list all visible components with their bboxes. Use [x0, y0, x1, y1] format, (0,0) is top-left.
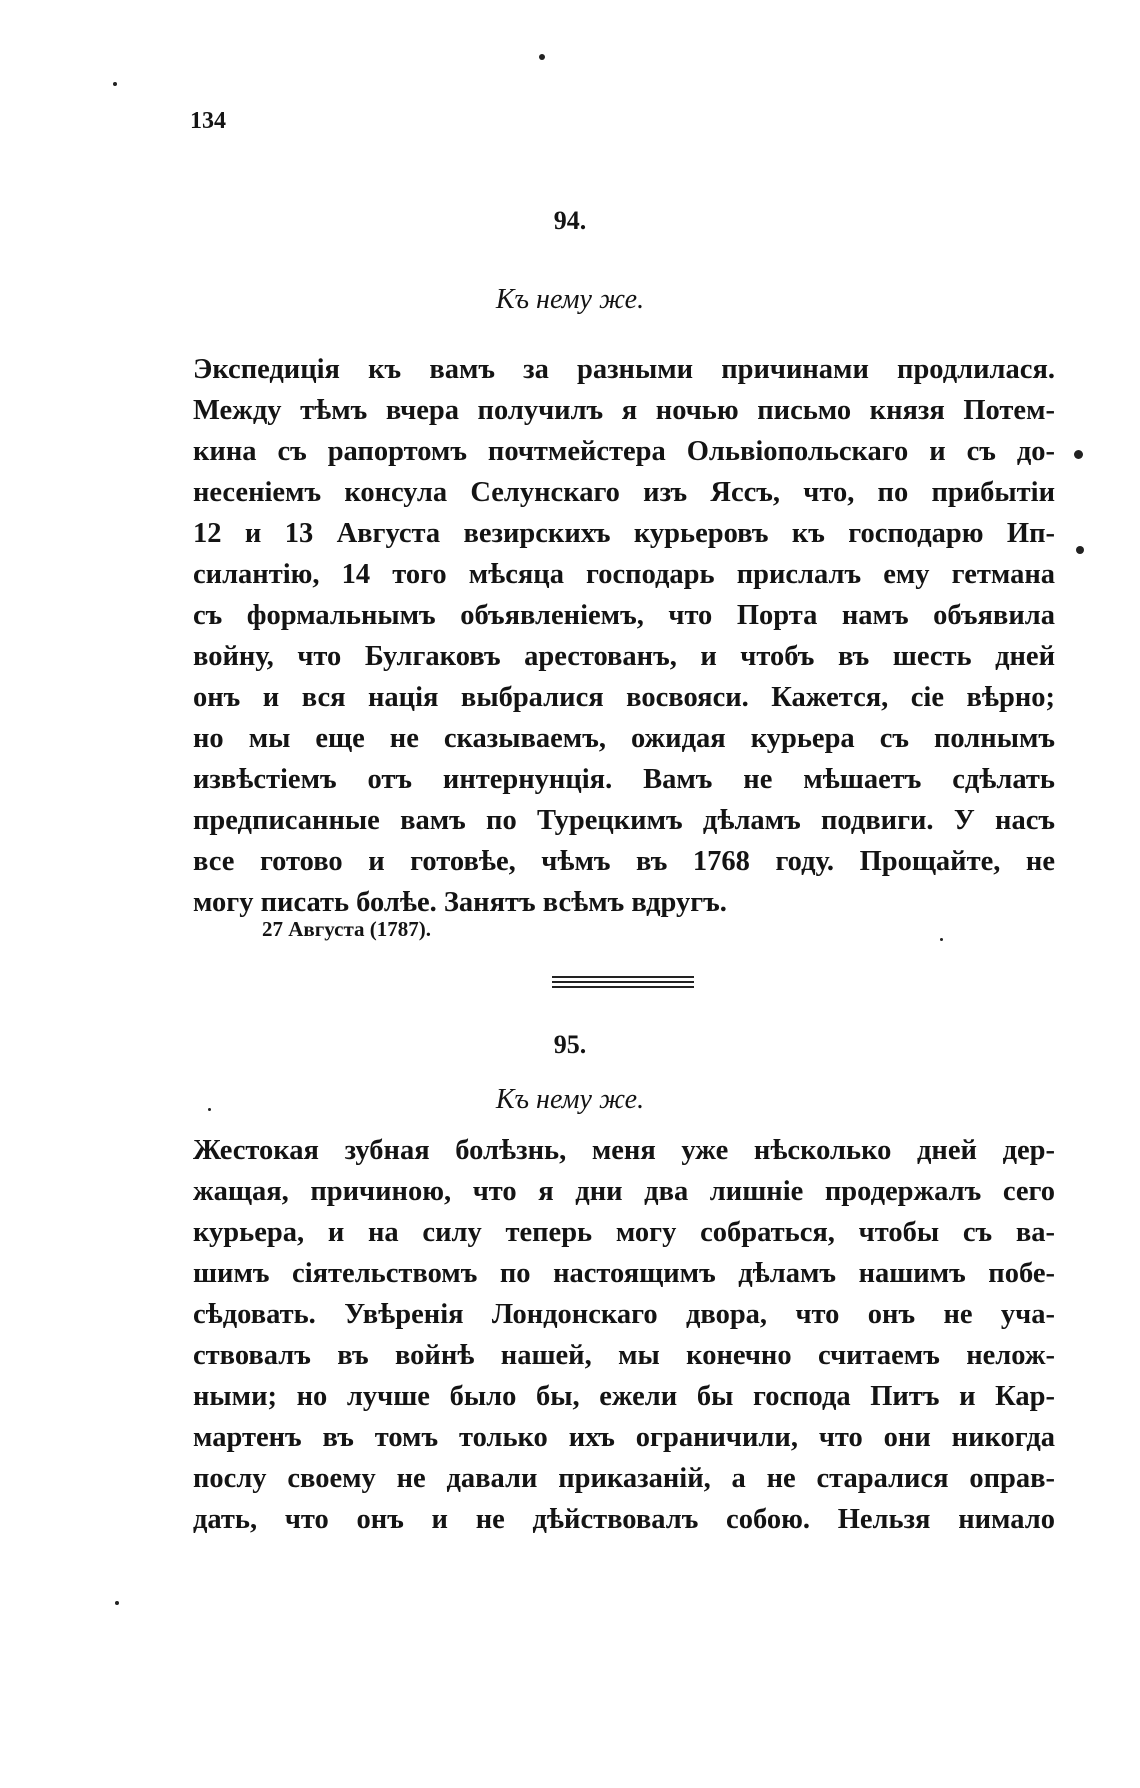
page-number: 134 [190, 108, 226, 134]
letter-94-addressee: Къ нему же. [495, 284, 645, 315]
letter-95-line: курьера, и на силу теперь могу собраться, чтобы съ ва- [193, 1217, 1055, 1248]
letter-94-line: могу писать болѣе. Занятъ всѣмъ вдругъ. [193, 887, 727, 918]
letter-94-line: извѣстіемъ отъ интернунція. Вамъ не мѣшаетъ сдѣлать [193, 764, 1055, 795]
letter-94-line: Экспедиція къ вамъ за разными причинами продлилася. [193, 354, 1055, 385]
scan-speck [1074, 450, 1083, 459]
scan-speck [539, 54, 545, 60]
letter-95-line: жащая, причиною, что я дни два лишніе продержалъ сего [193, 1176, 1055, 1207]
scan-speck [113, 82, 117, 86]
letter-94-line: кина съ рапортомъ почтмейстера Ольвіопольскаго и съ до- [193, 436, 1055, 467]
letter-95-line: ными; но лучше было бы, ежели бы господа Питъ и Кар- [193, 1381, 1055, 1412]
letter-95-line: сѣдовать. Увѣренія Лондонскаго двора, что онъ не уча- [193, 1299, 1055, 1330]
letter-94-line: 12 и 13 Августа везирскихъ курьеровъ къ господарю Ип- [193, 518, 1055, 549]
letter-94-line: все готово и готовѣе, чѣмъ въ 1768 году. Прощайте, не [193, 846, 1055, 877]
section-divider [552, 976, 694, 991]
letter-94-line: войну, что Булгаковъ арестованъ, и чтобъ въ шесть дней [193, 641, 1055, 672]
scan-speck [1076, 546, 1084, 554]
letter-94-line: несеніемъ консула Селунскаго изъ Яссъ, что, по прибытіи [193, 477, 1055, 508]
letter-95-line: мартенъ въ томъ только ихъ ограничили, что они никогда [193, 1422, 1055, 1453]
scan-speck [208, 1108, 211, 1111]
letter-94-line: онъ и вся нація выбралися восвояси. Кажется, сіе вѣрно; [193, 682, 1055, 713]
letter-94-line: съ формальнымъ объявленіемъ, что Порта намъ объявила [193, 600, 1055, 631]
letter-94-number: 94. [553, 206, 587, 235]
letter-94-line: Между тѣмъ вчера получилъ я ночью письмо князя Потем- [193, 395, 1055, 426]
scan-speck [940, 938, 943, 941]
letter-95-addressee: Къ нему же. [495, 1084, 645, 1115]
letter-95-number: 95. [553, 1030, 587, 1059]
letter-95-line: Жестокая зубная болѣзнь, меня уже нѣсколько дней дер- [193, 1135, 1055, 1166]
letter-95-line: дать, что онъ и не дѣйствовалъ собою. Нельзя нимало [193, 1504, 1055, 1535]
letter-94-line: предписанные вамъ по Турецкимъ дѣламъ подвиги. У насъ [193, 805, 1055, 836]
letter-94-date: 27 Августа (1787). [262, 917, 432, 941]
letter-94-line: но мы еще не сказываемъ, ожидая курьера съ полнымъ [193, 723, 1055, 754]
letter-95-line: послу своему не давали приказаній, а не старалися оправ- [193, 1463, 1055, 1494]
letter-95-line: ствовалъ въ войнѣ нашей, мы конечно считаемъ нелож- [193, 1340, 1055, 1371]
scan-speck [115, 1601, 119, 1605]
letter-95-line: шимъ сіятельствомъ по настоящимъ дѣламъ нашимъ побе- [193, 1258, 1055, 1289]
letter-94-line: силантію, 14 того мѣсяца господарь прислалъ ему гетмана [193, 559, 1055, 590]
